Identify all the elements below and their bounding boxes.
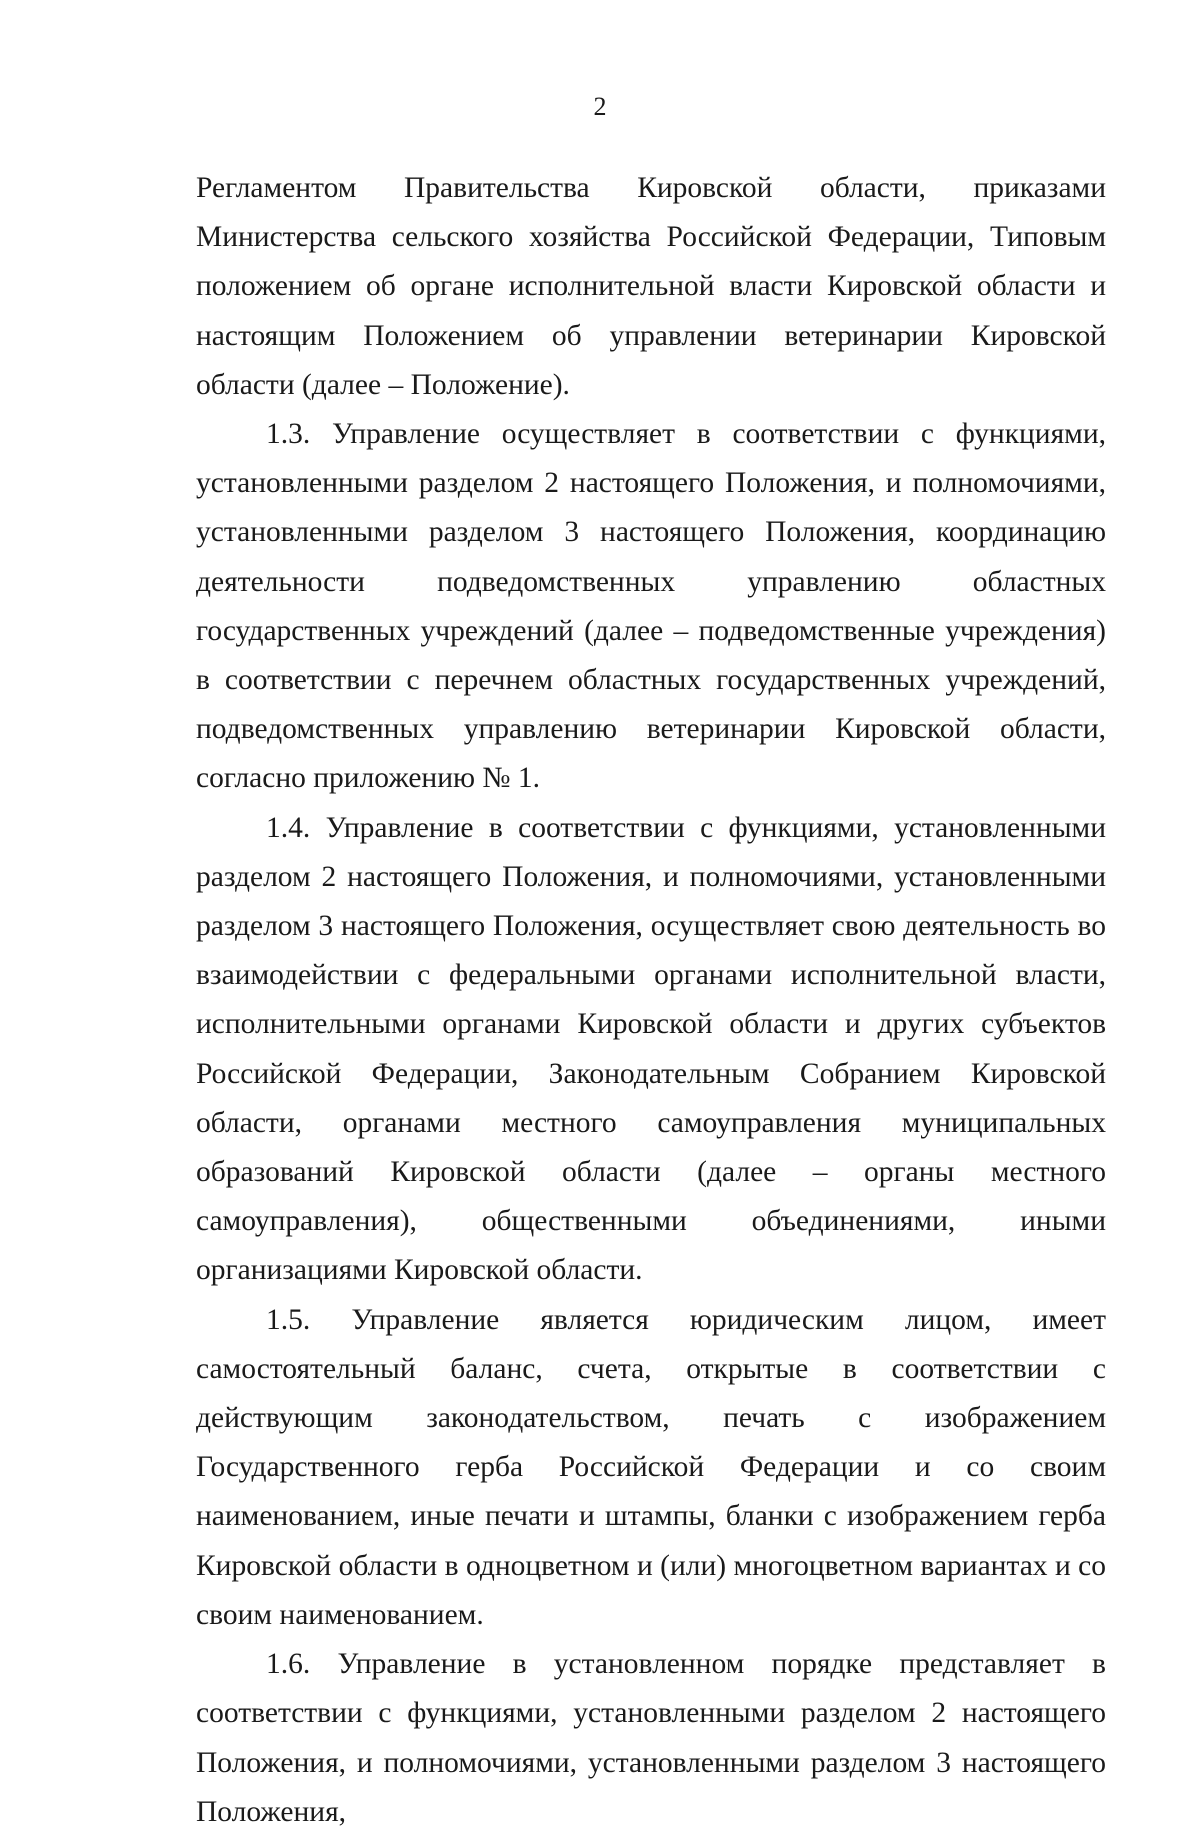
paragraph-1-4: 1.4. Управление в соответствии с функциями, установленными разделом 2 настоящего Положения, и полномочиями, установленными разделом 3 настоящего Положения, осуществляет свою деятельность во взаимодействии с федеральными органами исполнительной власти, исполнительными органами Кировской области и других субъектов Российской Федерации, Законодательным Собранием Кировской области, органами местного самоуправления муниципальных образований Кировской области (далее – органы местного самоуправления), общественными объединениями, иными организациями Кировской области.	[196, 811, 1106, 1287]
paragraph-1-3: 1.3. Управление осуществляет в соответствии с функциями, установленными разделом 2 настоящего Положения, и полномочиями, установленными разделом 3 настоящего Положения, координацию деятельности подведомственных управлению областных государственных учреждений (далее – подведомственные учреждения) в соответствии с перечнем областных государственных учреждений, подведомственных управлению ветеринарии Кировской области, согласно приложению № 1.	[196, 418, 1106, 795]
page-number: 2	[593, 92, 607, 121]
document-body	[196, 164, 1106, 1837]
paragraph-continuation: Регламентом Правительства Кировской области, приказами Министерства сельского хозяйства Российской Федерации, Типовым положением об органе исполнительной власти Кировской области и настоящим Положением об управлении ветеринарии Кировской области (далее – Положение).	[196, 172, 1106, 401]
paragraph-1-6: 1.6. Управление в установленном порядке представляет в соответствии с функциями, установленными разделом 2 настоящего Положения, и полномочиями, установленными разделом 3 настоящего Положения,	[196, 1648, 1106, 1828]
paragraph-1-5: 1.5. Управление является юридическим лицом, имеет самостоятельный баланс, счета, открытые в соответствии с действующим законодательством, печать с изображением Государственного герба Российской Федерации и со своим наименованием, иные печати и штампы, бланки с изображением герба Кировской области в одноцветном и (или) многоцветном вариантах и со своим наименованием.	[196, 1303, 1106, 1631]
